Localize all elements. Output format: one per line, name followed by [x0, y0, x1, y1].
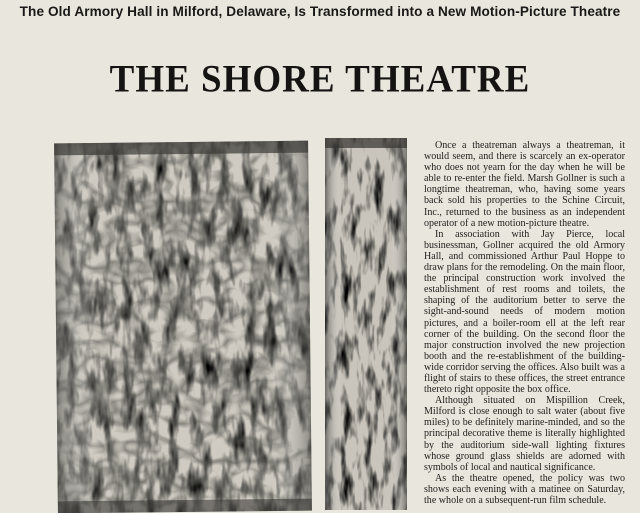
etched-glass-photo-large [54, 141, 312, 513]
article-paragraph: Once a theatreman always a theatreman, it would seem, and there is scarcely an ex-operator who does not yearn for the day when he will be able to re-enter the field. Marsh Gollner is such a longtime theatreman, who, having some years back sold his properties to the Schine Circuit, Inc., returned to the business as an independent operator of a new motion-picture theatre. [424, 140, 625, 229]
article-body [424, 140, 625, 506]
article-paragraph: As the theatre opened, the policy was two shows each evening with a matinee on Saturday, the whole on a subsequent-run film schedule. [424, 472, 625, 506]
etched-glass-photo-narrow [325, 138, 407, 510]
article-title: THE SHORE THEATRE [109, 57, 531, 102]
article-paragraph: Although situated on Mispillion Creek, Milford is close enough to salt water (about five miles) to be definitely marine-minded, and so the principal decorative theme is literally highlighted by the auditorium side-wall lighting fixtures whose ground glass shields are adorned with symbols of local and nautical significance. [424, 395, 625, 473]
article-paragraph: In association with Jay Pierce, local businessman, Gollner acquired the old Armory Hall, and commissioned Arthur Paul Hoppe to draw plans for the remodeling. On the main floor, the principal construction work involved the establishment of rest rooms and toilets, the shaping of the auditorium better to serve the sight-and-sound needs of modern motion pictures, and a boiler-room ell at the left rear corner of the building. On the second floor the major construction involved the new projection booth and the re-establishment of the building-wide corridor serving the offices. Also built was a flight of stairs to these offices, the street entrance thereto right opposite the box office. [424, 228, 625, 396]
headline-kicker: The Old Armory Hall in Milford, Delaware, Is Transformed into a New Motion-Picture Theatre [19, 4, 621, 19]
